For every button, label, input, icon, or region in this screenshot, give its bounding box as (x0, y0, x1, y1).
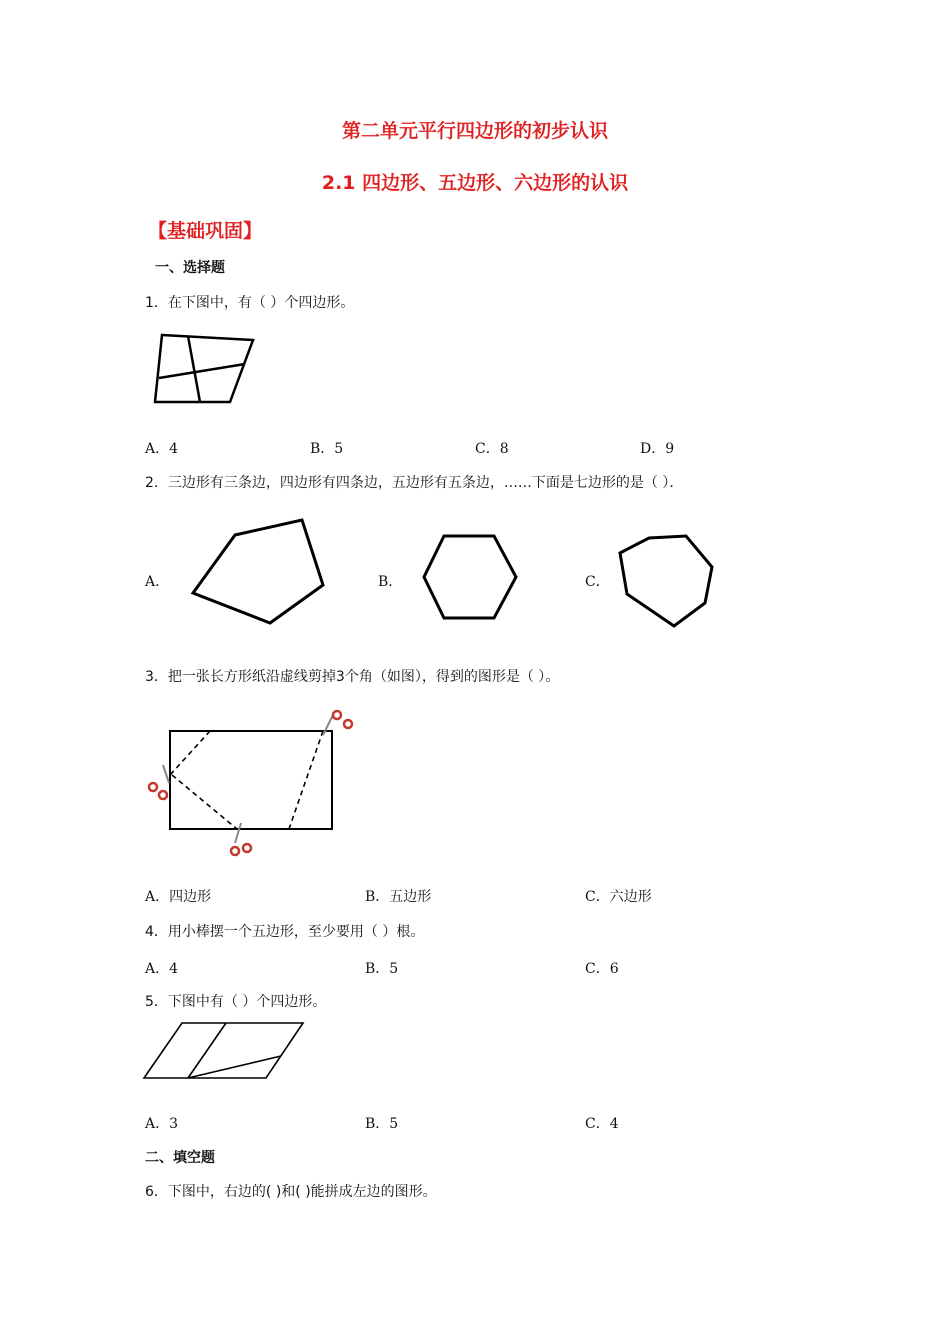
q1-figure (150, 332, 260, 407)
q4-option-c[interactable]: C．6 (585, 961, 619, 977)
q4-option-b[interactable]: B．5 (365, 961, 399, 977)
scissors-icon (149, 765, 169, 799)
question-6: 6．下图中，右边的( )和( )能拼成左边的图形。 (145, 1184, 437, 1200)
q4-option-a[interactable]: A．4 (145, 961, 179, 977)
question-1: 1．在下图中，有（ ）个四边形。 (145, 295, 355, 311)
question-5: 5．下图中有（ ）个四边形。 (145, 994, 327, 1010)
q2-hexagon (422, 533, 522, 623)
q5-option-a[interactable]: A．3 (145, 1116, 179, 1132)
q2-option-c[interactable]: C． (585, 574, 610, 590)
q1-option-a[interactable]: A．4 (145, 441, 179, 457)
q3-option-a[interactable]: A．四边形 (145, 889, 212, 905)
page-title: 第二单元平行四边形的初步认识 (341, 120, 608, 142)
q1-option-c[interactable]: C．8 (475, 441, 509, 457)
question-2: 2．三边形有三条边，四边形有四条边，五边形有五条边，……下面是七边形的是（ ）． (145, 475, 684, 491)
q2-heptagon (617, 533, 717, 628)
part-choice-heading: 一、选择题 (155, 260, 225, 276)
part-fill-heading: 二、填空题 (145, 1150, 215, 1166)
q3-option-c[interactable]: C．六边形 (585, 889, 652, 905)
q5-option-b[interactable]: B．5 (365, 1116, 399, 1132)
page-subtitle: 2.1 四边形、五边形、六边形的认识 (321, 172, 629, 194)
section-basic: 【基础巩固】 (148, 220, 263, 242)
question-3: 3．把一张长方形纸沿虚线剪掉3个角（如图），得到的图形是（ ）。 (145, 669, 560, 685)
q5-figure (142, 1021, 307, 1081)
question-4: 4．用小棒摆一个五边形，至少要用（ ）根。 (145, 924, 425, 940)
q3-option-b[interactable]: B．五边形 (365, 889, 432, 905)
q2-option-b[interactable]: B． (378, 574, 403, 590)
q3-rectangle-figure (145, 705, 365, 865)
q2-pentagon (190, 515, 330, 625)
q1-option-b[interactable]: B．5 (310, 441, 344, 457)
q2-option-a[interactable]: A． (145, 574, 170, 590)
q5-option-c[interactable]: C．4 (585, 1116, 619, 1132)
scissors-icon (231, 823, 251, 855)
q1-option-d[interactable]: D．9 (640, 441, 675, 457)
